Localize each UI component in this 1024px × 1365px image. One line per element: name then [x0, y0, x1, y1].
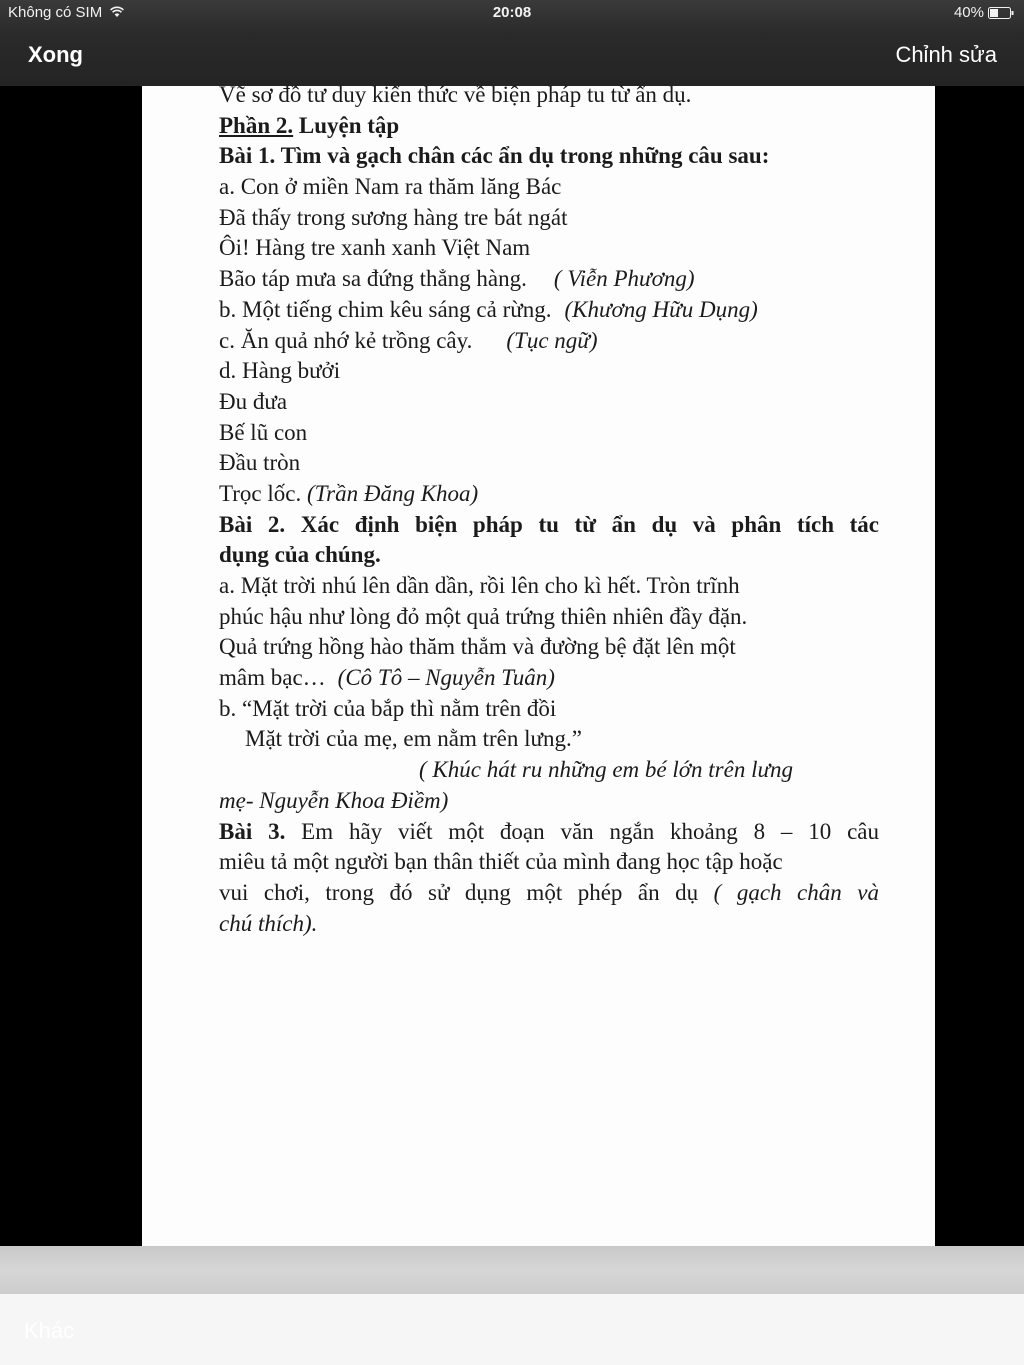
status-battery	[954, 4, 1014, 21]
part2-heading	[219, 111, 879, 142]
doc-line	[219, 878, 879, 909]
doc-line	[219, 295, 879, 326]
doc-line: d. Hàng bưởi	[219, 358, 341, 384]
edit-button[interactable]: Chỉnh sửa	[895, 42, 997, 67]
battery-label: 40%	[953, 4, 984, 21]
doc-text: Bão táp mưa sa đứng thẳng hàng.	[219, 266, 527, 292]
doc-line	[219, 326, 879, 357]
doc-line: Đu đưa	[219, 388, 288, 414]
doc-line: Mặt trời của mẹ, em nằm trên lưng.”	[245, 726, 582, 752]
carrier-label: Không có SIM	[8, 4, 103, 21]
doc-line: a. Con ở miền Nam ra thăm lăng Bác	[219, 174, 562, 200]
doc-text: Trọc lốc.	[219, 480, 302, 506]
document-page[interactable]	[142, 86, 935, 1246]
bottom-toolbar	[0, 1294, 1024, 1365]
bai2-heading: dụng của chúng.	[219, 542, 381, 568]
doc-line: Ôi! Hàng tre xanh xanh Việt Nam	[219, 235, 531, 261]
doc-text: Em hãy viết một đoạn văn ngắn khoảng 8 – 10 câu	[301, 818, 879, 844]
doc-line: a. Mặt trời nhú lên dần dần, rồi lên cho kì hết. Tròn trĩnh	[219, 573, 740, 598]
part2-title: Luyện tập	[298, 112, 400, 138]
doc-line: Quả trứng hồng hào thăm thẳm và đường bệ đặt lên một	[219, 634, 736, 660]
doc-line: miêu tả một người bạn thân thiết của mình đang học tập hoặc	[219, 849, 783, 875]
status-time: 20:08	[492, 4, 532, 21]
doc-line: Đầu tròn	[219, 450, 301, 476]
source-citation: (Tục ngữ)	[506, 327, 598, 353]
doc-text: mâm bạc…	[219, 665, 326, 691]
source-citation: (Trần Đăng Khoa)	[306, 480, 479, 506]
bai3-label: Bài 3.	[219, 818, 286, 844]
part2-label: Phần 2.	[219, 112, 294, 138]
doc-line: Vẽ sơ đồ tư duy kiến thức về biện pháp tu từ ẩn dụ.	[219, 86, 692, 107]
document-text	[219, 86, 879, 939]
doc-line	[219, 663, 879, 694]
doc-line: Đã thấy trong sương hàng tre bát ngát	[219, 204, 568, 230]
source-citation: (Cô Tô – Nguyễn Tuân)	[337, 665, 555, 691]
doc-line: chú thích).	[219, 910, 318, 936]
doc-line: phúc hậu như lòng đỏ một quả trứng thiên nhiên đầy đặn.	[219, 603, 748, 629]
source-citation: mẹ- Nguyễn Khoa Điềm)	[219, 787, 449, 813]
scroll-area-footer	[0, 1246, 1024, 1294]
doc-text: c. Ăn quả nhớ kẻ trồng cây.	[219, 327, 473, 353]
battery-icon	[988, 7, 1014, 19]
done-button[interactable]: Xong	[28, 42, 83, 67]
bai3-line	[219, 817, 879, 848]
doc-line	[219, 479, 879, 510]
source-citation: ( Viễn Phương)	[553, 266, 695, 292]
source-citation: ( Khúc hát ru những em bé lớn trên lưng	[419, 757, 794, 783]
doc-text-italic: ( gạch chân và	[713, 879, 879, 905]
top-bar	[0, 0, 1024, 86]
bai2-heading: Bài 2. Xác định biện pháp tu từ ẩn dụ và phân tích tác	[219, 511, 879, 537]
doc-line: b. “Mặt trời của bắp thì nằm trên đồi	[219, 695, 557, 721]
source-citation: (Khương Hữu Dụng)	[564, 296, 758, 322]
doc-line: Bế lũ con	[219, 419, 308, 445]
doc-text: b. Một tiếng chim kêu sáng cả rừng.	[219, 296, 552, 322]
bai1-heading: Bài 1. Tìm và gạch chân các ẩn dụ trong những câu sau:	[219, 143, 770, 169]
doc-line	[219, 264, 879, 295]
doc-text: vui chơi, trong đó sử dụng một phép ẩn dụ	[219, 879, 699, 905]
other-button[interactable]: Khác	[24, 1318, 75, 1343]
